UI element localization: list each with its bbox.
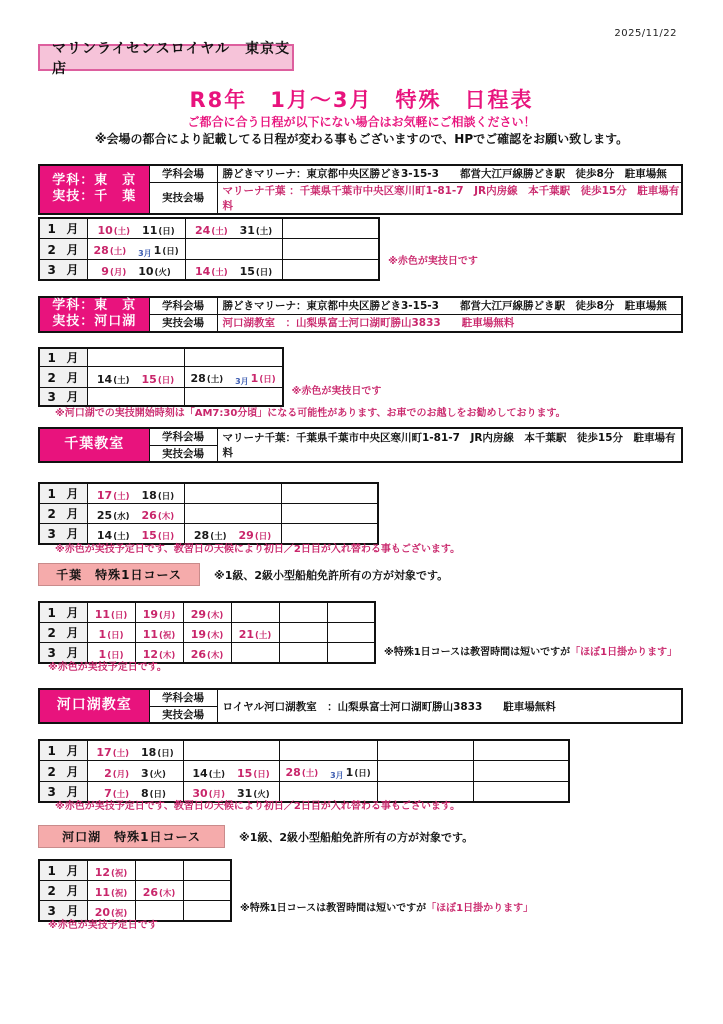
side-note-red-practice-1: ※赤色が実技日です <box>388 256 478 267</box>
calendar-block-kawaguchiko <box>38 739 570 803</box>
date-cell <box>183 643 231 664</box>
calendar-row <box>39 348 283 367</box>
venue-text: マリーナ千葉：千葉県千葉市中央区寒川町1-81-7 JR内房線 本千葉駅 徒歩15分 駐車場有料 <box>217 428 682 462</box>
month-cell: 1 月 <box>39 602 87 623</box>
lecture-venue-text: 勝どきマリーナ：東京都中央区勝どき3-15-3 都営大江戸線勝どき駅 徒歩8分 駐車場無 <box>217 297 682 314</box>
date: 11(祝) <box>142 628 176 641</box>
section-title-line1: 学科：東 京 <box>52 173 137 188</box>
calendar-block-tokyo-kawaguchiko <box>38 347 381 407</box>
next-month-marker: 3月 <box>235 377 249 386</box>
month-cell: 2 月 <box>39 761 87 782</box>
month-cell: 3 月 <box>39 524 87 545</box>
month-cell: 2 月 <box>39 504 87 524</box>
date-cell <box>183 860 231 881</box>
footnote-red-planned-chiba-1day: ※赤色が実技予定日です。 <box>48 662 167 673</box>
month-cell: 3 月 <box>39 782 87 803</box>
date: 7(土) <box>104 787 129 800</box>
calendar-block-chiba <box>38 482 379 545</box>
date: 28(土) <box>193 529 227 542</box>
calendar-row <box>39 740 569 761</box>
calendar-row <box>39 623 375 643</box>
month-cell: 2 月 <box>39 881 87 901</box>
date: 15(日) <box>141 372 175 386</box>
schedule-calendar-tokyo-kawaguchiko <box>38 347 284 407</box>
date-cell <box>185 218 282 239</box>
footnote-red-planned-kawaguchiko-1day: ※赤色が実技予定日です <box>48 920 158 931</box>
side-note-red-practice-2: ※赤色が実技日です <box>291 386 382 397</box>
date-cell <box>327 623 375 643</box>
schedule-calendar-tokyo-chiba <box>38 217 380 281</box>
date: 11(日) <box>94 608 128 621</box>
section-title-kawaguchiko: 河口湖教室 <box>39 689 149 723</box>
date: 12(木) <box>142 648 176 661</box>
date: 31(火) <box>237 787 270 800</box>
practice-venue-label: 実技会場 <box>149 445 217 462</box>
next-month-marker: 3月 <box>330 771 344 780</box>
date: 8(日) <box>141 787 166 800</box>
page-title: R8年 1月～3月 特殊 日程表 <box>189 88 534 112</box>
date-cell <box>87 623 135 643</box>
footnote-red-planned-swap-chiba: ※赤色が実技予定日です、教習日の天候により初日／2日目が入れ替わる事もございます。 <box>55 544 461 555</box>
date: 17(土) <box>96 489 130 502</box>
course-header-kawaguchiko-1day <box>38 825 473 848</box>
calendar-row <box>39 602 375 623</box>
schedule-calendar-kawaguchiko-1day <box>38 859 232 922</box>
date-cell <box>184 348 283 367</box>
date: 26(木) <box>141 509 175 522</box>
side-note-one-day-duration-1 <box>384 643 677 658</box>
date: 19(木) <box>190 628 224 641</box>
calendar-row <box>39 239 379 260</box>
date-cell <box>183 602 231 623</box>
date-cell <box>473 740 569 761</box>
one-day-note-black: ※特殊1日コースは教習時間は短いですが <box>240 903 427 914</box>
date-cell <box>87 504 184 524</box>
date-cell <box>279 761 377 782</box>
date: 10(火) <box>138 265 171 278</box>
calendar-row <box>39 483 378 504</box>
date: 14(土) <box>192 766 225 780</box>
date: 3月 1(日) <box>138 244 179 258</box>
date: 1(日) <box>98 648 124 661</box>
schedule-calendar-kawaguchiko <box>38 739 570 803</box>
lecture-venue-label: 学科会場 <box>149 165 217 182</box>
side-note-one-day-duration-2 <box>240 899 533 914</box>
date-cell <box>473 761 569 782</box>
date-cell <box>87 860 135 881</box>
date-cell <box>282 218 379 239</box>
date-cell <box>87 260 185 281</box>
date-cell <box>87 348 184 367</box>
date: 14(土) <box>96 529 130 542</box>
one-day-note-pink: 「ほぼ1日掛かります」 <box>570 647 678 658</box>
date-cell <box>87 218 185 239</box>
calendar-row <box>39 881 231 901</box>
date: 26(木) <box>142 886 176 899</box>
calendar-block-chiba-1day <box>38 601 677 664</box>
date-cell <box>279 623 327 643</box>
date-cell <box>87 761 183 782</box>
venue-text: ロイヤル河口湖教室 ：山梨県富士河口湖町勝山3833 駐車場無料 <box>217 689 682 723</box>
date: 11(日) <box>142 224 175 237</box>
date: 1(日) <box>98 628 124 641</box>
date-cell <box>231 602 279 623</box>
date-cell <box>185 260 282 281</box>
date: 28(土) <box>93 244 127 257</box>
practice-venue-label: 実技会場 <box>149 314 217 331</box>
date-cell <box>473 782 569 803</box>
date: 3月 1(日) <box>330 766 371 780</box>
date: 19(月) <box>142 608 176 621</box>
month-cell: 1 月 <box>39 860 87 881</box>
date: 25(水) <box>96 509 130 522</box>
one-day-note-black: ※特殊1日コースは教習時間は短いですが <box>384 647 571 658</box>
calendar-table <box>38 482 379 545</box>
date-cell <box>183 901 231 922</box>
date-cell <box>183 740 279 761</box>
footnote-kawaguchiko-start-time: ※河口湖での実技開始時刻は「AM7:30分頃」になる可能性があります、お車でのお越しをお勧めしております。 <box>55 408 566 419</box>
section-title-chiba: 千葉教室 <box>39 428 149 462</box>
date-cell <box>282 260 379 281</box>
date-cell <box>87 367 184 388</box>
date-cell <box>184 483 281 504</box>
print-date: 2025/11/22 <box>614 28 677 39</box>
date: 3(火) <box>141 766 166 780</box>
date: 14(土) <box>195 265 228 278</box>
calendar-row <box>39 860 231 881</box>
calendar-table <box>38 601 376 664</box>
date-cell <box>183 761 279 782</box>
date: 20(祝) <box>94 906 128 919</box>
date: 24(土) <box>195 224 228 237</box>
date: 29(木) <box>190 608 224 621</box>
date-cell <box>231 643 279 664</box>
month-cell: 2 月 <box>39 623 87 643</box>
date: 12(祝) <box>94 866 128 879</box>
date-cell <box>377 761 473 782</box>
date-cell <box>377 740 473 761</box>
date: 18(日) <box>141 489 175 502</box>
date-cell <box>281 504 378 524</box>
lecture-venue-label: 学科会場 <box>149 428 217 445</box>
venue-table-tokyo-kawaguchiko <box>38 296 683 333</box>
date-cell <box>87 881 135 901</box>
calendar-table <box>38 217 380 281</box>
header-note: ※会場の都合により記載してる日程が変わる事もございますので、HPでご確認をお願い致します。 <box>94 132 629 146</box>
date-cell <box>281 483 378 504</box>
section-title-line2: 実技：河口湖 <box>52 314 137 330</box>
calendar-table <box>38 347 284 407</box>
date-cell <box>279 740 377 761</box>
month-cell: 3 月 <box>39 388 87 407</box>
schedule-calendar-chiba-1day <box>38 601 376 664</box>
lecture-venue-label: 学科会場 <box>149 297 217 314</box>
date-cell <box>183 881 231 901</box>
office-name-box: マリンライセンスロイヤル 東京支店 <box>38 44 294 71</box>
date-cell <box>279 602 327 623</box>
date-cell <box>184 367 283 388</box>
date: 28(土) <box>190 372 224 385</box>
course-title-kawaguchiko-1day: 河口湖 特殊1日コース <box>38 825 225 848</box>
calendar-table <box>38 859 232 922</box>
date-cell <box>135 881 183 901</box>
calendar-block-tokyo-chiba <box>38 217 478 281</box>
date-cell <box>327 643 375 664</box>
date-cell <box>87 740 183 761</box>
date: 15(日) <box>141 529 175 542</box>
month-cell: 2 月 <box>39 239 87 260</box>
date-cell <box>135 860 183 881</box>
practice-venue-label: 実技会場 <box>149 182 217 214</box>
date-cell <box>279 643 327 664</box>
date-cell <box>87 602 135 623</box>
date-cell <box>135 623 183 643</box>
practice-venue-label: 実技会場 <box>149 706 217 723</box>
page-subtitle: ご都合に合う日程が以下にない場合はお気軽にご相談ください！ <box>187 115 536 129</box>
calendar-row <box>39 367 283 388</box>
course-note-kawaguchiko-1day: ※1級、2級小型船舶免許所有の方が対象です。 <box>239 830 474 844</box>
date: 30(月) <box>192 787 225 800</box>
calendar-row <box>39 504 378 524</box>
section-title-line1: 学科：東 京 <box>52 298 137 313</box>
date: 21(土) <box>238 628 272 641</box>
calendar-block-kawaguchiko-1day <box>38 859 533 922</box>
next-month-marker: 3月 <box>138 249 152 258</box>
date-cell <box>184 504 281 524</box>
date-cell <box>327 602 375 623</box>
date-cell <box>231 623 279 643</box>
month-cell: 1 月 <box>39 218 87 239</box>
course-title-chiba-1day: 千葉 特殊1日コース <box>38 563 200 586</box>
venue-table-tokyo-chiba <box>38 164 683 215</box>
section-title-tokyo-chiba <box>39 165 149 214</box>
date-cell <box>282 239 379 260</box>
month-cell: 3 月 <box>39 643 87 664</box>
lecture-venue-label: 学科会場 <box>149 689 217 706</box>
date: 31(土) <box>239 224 273 237</box>
date-cell <box>183 623 231 643</box>
month-cell: 3 月 <box>39 901 87 922</box>
date-cell <box>185 239 282 260</box>
section-title-line2: 実技：千 葉 <box>52 189 137 205</box>
venue-table-chiba <box>38 427 683 463</box>
month-cell: 1 月 <box>39 740 87 761</box>
date: 11(祝) <box>94 886 128 899</box>
date-cell <box>135 602 183 623</box>
practice-venue-text: マリーナ千葉 ：千葉県千葉市中央区寒川町1-81-7 JR内房線 本千葉駅 徒歩15分 駐車場有料 <box>217 182 682 214</box>
date: 17(土) <box>96 746 129 759</box>
date-cell <box>87 239 185 260</box>
footnote-red-planned-swap-kawaguchiko: ※赤色が実技予定日です、教習日の天候により初日／2日目が入れ替わる事もございます。 <box>55 801 461 812</box>
date-cell <box>87 483 184 504</box>
month-cell: 1 月 <box>39 348 87 367</box>
calendar-row <box>39 260 379 281</box>
schedule-calendar-chiba <box>38 482 379 545</box>
date: 3月 1(日) <box>235 372 276 386</box>
month-cell: 1 月 <box>39 483 87 504</box>
date: 14(土) <box>96 372 130 386</box>
date: 28(土) <box>285 766 319 779</box>
date: 15(日) <box>239 265 273 278</box>
month-cell: 2 月 <box>39 367 87 388</box>
course-note-chiba-1day: ※1級、2級小型船舶免許所有の方が対象です。 <box>214 568 449 582</box>
lecture-venue-text: 勝どきマリーナ：東京都中央区勝どき3-15-3 都営大江戸線勝どき駅 徒歩8分 駐車場無 <box>217 165 682 182</box>
date: 15(日) <box>237 766 270 780</box>
date: 29(日) <box>238 529 272 542</box>
date: 2(月) <box>104 766 129 780</box>
date: 10(土) <box>97 224 131 237</box>
practice-venue-text: 河口湖教室 ：山梨県富士河口湖町勝山3833 駐車場無料 <box>217 314 682 331</box>
venue-table-kawaguchiko <box>38 688 683 724</box>
section-title-tokyo-kawaguchiko <box>39 297 149 332</box>
calendar-row <box>39 218 379 239</box>
calendar-row <box>39 761 569 782</box>
date: 26(木) <box>190 648 224 661</box>
one-day-note-pink: 「ほぼ1日掛かります」 <box>426 903 534 914</box>
calendar-table <box>38 739 570 803</box>
date: 18(日) <box>141 746 174 759</box>
month-cell: 3 月 <box>39 260 87 281</box>
date: 9(月) <box>101 265 127 278</box>
course-header-chiba-1day <box>38 563 448 586</box>
